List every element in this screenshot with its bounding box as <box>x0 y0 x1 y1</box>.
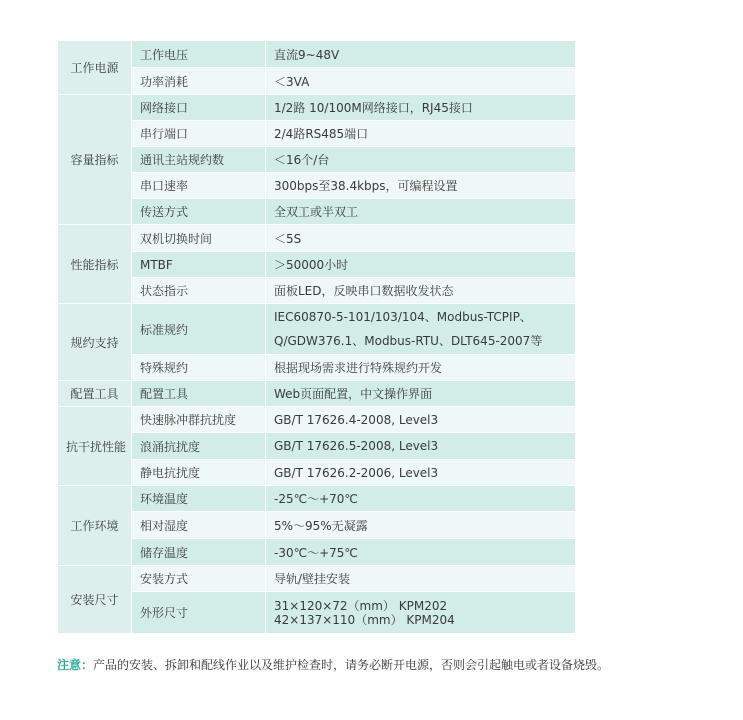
spec-value: ＞50000小时 <box>266 252 576 278</box>
category-config: 配置工具 <box>58 381 132 407</box>
spec-value-line: IEC60870-5-101/103/104、Modbus-TCPIP、 <box>274 310 532 324</box>
table-row <box>58 95 576 121</box>
spec-label: 快速脉冲群抗扰度 <box>132 407 266 433</box>
table-row <box>58 381 576 407</box>
table-row <box>58 355 576 381</box>
spec-value: 2/4路RS485端口 <box>266 121 576 147</box>
spec-value <box>266 304 576 355</box>
spec-label: 通讯主站规约数 <box>132 147 266 173</box>
category-emc: 抗干扰性能 <box>58 407 132 486</box>
table-row <box>58 173 576 199</box>
spec-value: -30℃～+75℃ <box>266 539 576 566</box>
category-environment: 工作环境 <box>58 486 132 566</box>
spec-table <box>57 40 576 634</box>
table-row <box>58 121 576 147</box>
category-capacity: 容量指标 <box>58 95 132 225</box>
table-row <box>58 225 576 252</box>
table-row <box>58 539 576 566</box>
table-row <box>58 566 576 592</box>
spec-value: GB/T 17626.4-2008, Level3 <box>266 407 576 433</box>
table-row <box>58 407 576 433</box>
spec-value: 导轨/壁挂安装 <box>266 566 576 592</box>
table-row <box>58 486 576 512</box>
spec-value: GB/T 17626.5-2008, Level3 <box>266 433 576 460</box>
spec-label: 浪涌抗扰度 <box>132 433 266 460</box>
spec-value: ＜16个/台 <box>266 147 576 173</box>
spec-value-line: 31×120×72（mm） KPM202 <box>274 598 448 613</box>
spec-label: 安装方式 <box>132 566 266 592</box>
table-row <box>58 304 576 355</box>
table-row <box>58 278 576 304</box>
spec-value: -25℃～+70℃ <box>266 486 576 512</box>
spec-label: 静电抗扰度 <box>132 460 266 486</box>
spec-label: 环境温度 <box>132 486 266 512</box>
spec-value: GB/T 17626.2-2006, Level3 <box>266 460 576 486</box>
spec-label: MTBF <box>132 252 266 278</box>
spec-label: 外形尺寸 <box>132 592 266 634</box>
table-row <box>58 41 576 68</box>
category-performance: 性能指标 <box>58 225 132 304</box>
spec-value: ＜5S <box>266 225 576 252</box>
spec-label: 状态指示 <box>132 278 266 304</box>
spec-value: 1/2路 10/100M网络接口，RJ45接口 <box>266 95 576 121</box>
spec-value: Web页面配置，中文操作界面 <box>266 381 576 407</box>
note-label: 注意： <box>57 658 94 672</box>
spec-label: 标准规约 <box>132 304 266 355</box>
spec-value: 全双工或半双工 <box>266 199 576 225</box>
spec-label: 串行端口 <box>132 121 266 147</box>
table-row <box>58 512 576 539</box>
table-row <box>58 460 576 486</box>
spec-label: 网络接口 <box>132 95 266 121</box>
spec-label: 双机切换时间 <box>132 225 266 252</box>
spec-value-line: Q/GDW376.1、Modbus-RTU、DLT645-2007等 <box>274 334 543 348</box>
category-installation: 安装尺寸 <box>58 566 132 634</box>
spec-label: 相对湿度 <box>132 512 266 539</box>
spec-value: 直流9~48V <box>266 41 576 68</box>
spec-label: 工作电压 <box>132 41 266 68</box>
category-protocol: 规约支持 <box>58 304 132 381</box>
spec-label: 串口速率 <box>132 173 266 199</box>
category-power: 工作电源 <box>58 41 132 95</box>
table-row <box>58 147 576 173</box>
spec-label: 配置工具 <box>132 381 266 407</box>
spec-value <box>266 592 576 634</box>
spec-value: 面板LED，反映串口数据收发状态 <box>266 278 576 304</box>
spec-value: ＜3VA <box>266 68 576 95</box>
table-row <box>58 68 576 95</box>
spec-value: 300bps至38.4kbps，可编程设置 <box>266 173 576 199</box>
spec-value: 根据现场需求进行特殊规约开发 <box>266 355 576 381</box>
spec-value-line: 42×137×110（mm） KPM204 <box>274 612 455 627</box>
spec-label: 特殊规约 <box>132 355 266 381</box>
note-text: 产品的安装、拆卸和配线作业以及维护检查时，请务必断开电源，否则会引起触电或者设备烧毁。 <box>93 658 610 672</box>
table-row <box>58 592 576 634</box>
table-row <box>58 199 576 225</box>
spec-label: 功率消耗 <box>132 68 266 95</box>
table-row <box>58 252 576 278</box>
table-row <box>58 433 576 460</box>
spec-label: 传送方式 <box>132 199 266 225</box>
spec-value: 5%～95%无凝露 <box>266 512 576 539</box>
safety-note <box>57 656 609 673</box>
spec-label: 储存温度 <box>132 539 266 566</box>
